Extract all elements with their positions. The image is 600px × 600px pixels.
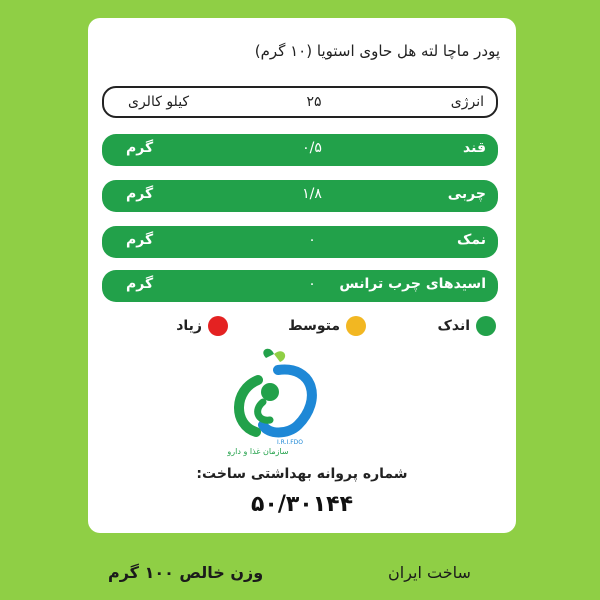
energy-unit: کیلو کالری (128, 94, 190, 110)
license-number: ۵۰/۳۰۱۴۴ (250, 492, 354, 517)
product-title: پودر ماچا لته هل حاوی استویا (۱۰ گرم) (254, 42, 500, 60)
sugar-value: ۰/۵ (302, 140, 322, 156)
salt-label: نمک (457, 232, 486, 248)
sugar-row (102, 134, 498, 166)
legend-medium-label: متوسط (288, 318, 340, 334)
logo-org: سازمان غذا و دارو (227, 447, 289, 456)
trans-fat-label: اسیدهای چرب ترانس (339, 276, 486, 292)
level-legend (88, 314, 516, 338)
fat-unit: گرم (126, 186, 154, 202)
origin: ساخت ایران (388, 563, 471, 582)
trans-fat-row (102, 270, 498, 302)
energy-row (102, 86, 498, 118)
sugar-label: قند (463, 140, 486, 156)
green-dot-icon (476, 316, 496, 336)
salt-row (102, 226, 498, 258)
fat-label: چربی (447, 186, 486, 202)
logo-abbr: I.R.I.FDO (276, 439, 304, 446)
net-weight: وزن خالص ۱۰۰ گرم (108, 563, 264, 582)
fat-row (102, 180, 498, 212)
legend-low-label: اندک (437, 318, 470, 334)
legend-high-label: زیاد (176, 318, 202, 334)
yellow-dot-icon (346, 316, 366, 336)
salt-unit: گرم (126, 232, 154, 248)
sugar-unit: گرم (126, 140, 154, 156)
fat-value: ۱/۸ (302, 186, 322, 202)
irfda-logo-icon (218, 340, 328, 460)
trans-fat-unit: گرم (126, 276, 154, 292)
license-label: شماره پروانه بهداشتی ساخت: (196, 466, 408, 482)
nutrition-label-card (88, 18, 516, 533)
trans-fat-value: ۰ (308, 276, 316, 292)
legend-high (176, 314, 228, 338)
red-dot-icon (208, 316, 228, 336)
salt-value: ۰ (308, 232, 316, 248)
energy-value: ۲۵ (306, 94, 322, 110)
legend-medium (288, 314, 366, 338)
energy-label: انرژی (450, 94, 484, 110)
legend-low (438, 314, 496, 338)
